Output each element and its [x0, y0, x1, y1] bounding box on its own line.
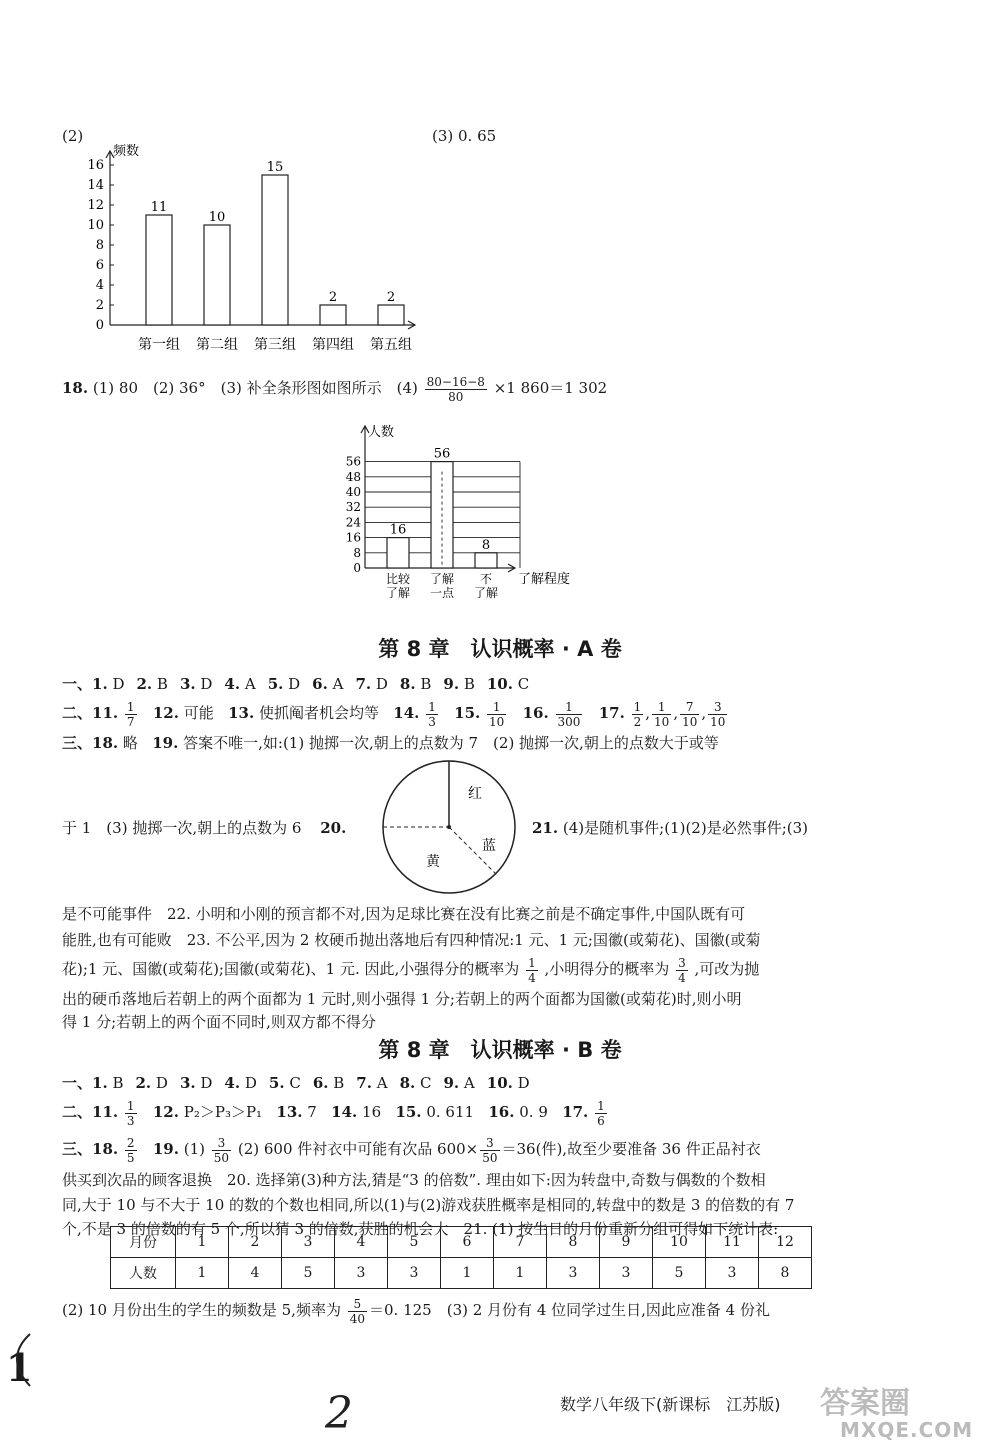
fraction-denominator: 10	[682, 714, 698, 729]
row-label-month: 月份	[111, 1227, 176, 1258]
y-axis-label: 人数	[368, 425, 395, 440]
chB-para-line3: 个,不是 3 的倍数的有 5 个,所以猜 3 的倍数,获胜的机会大 21. (1) 按生日的月份重新分组可得如下统计表:	[62, 1220, 779, 1238]
table-cell-count: 1	[441, 1258, 494, 1289]
table-cell-month: 10	[653, 1227, 706, 1258]
chB-choice-item	[269, 1074, 301, 1092]
table-cell-month: 1	[176, 1227, 229, 1258]
chapter-b-title: 第 8 章 认识概率 · B 卷	[378, 1038, 622, 1062]
table-cell-month: 2	[229, 1227, 282, 1258]
table-cell-count: 5	[653, 1258, 706, 1289]
chB-choice-val: A	[371, 1074, 388, 1092]
chB-choice-val: D	[512, 1074, 530, 1092]
chA-choice-num: 8.	[399, 675, 416, 693]
q18-number: 18.	[62, 379, 89, 397]
chA-choice-num: 6.	[312, 675, 328, 693]
chB-choice-num: 9.	[443, 1074, 460, 1092]
q18-text-a: (1) 80 (2) 36° (3) 补全条形图如图所示 (4)	[92, 379, 418, 397]
chB-choice-val: C	[284, 1074, 301, 1092]
chB-choice-item	[356, 1074, 387, 1092]
chB-choice-item	[180, 1074, 212, 1092]
chB-last-line: (2) 10 月份出生的学生的频数是 5,频率为 $\frac{5}{40}$ ＝0. 125 (3) 2 月份有 4 位同学过生日,因此应准备 4 份礼	[62, 1296, 770, 1326]
chB-choice-val: B	[328, 1074, 345, 1092]
watermark-logo: 答案圈	[820, 1386, 910, 1421]
chA-choice-val: A	[327, 675, 344, 693]
chA-choice-num: 5.	[267, 675, 284, 693]
table-cell-count: 3	[706, 1258, 759, 1289]
chA-choice-item	[487, 675, 529, 693]
birthday-stat-table	[110, 1226, 812, 1289]
y-tick-label: 16	[87, 158, 104, 173]
bar	[475, 553, 497, 568]
table-cell-count: 8	[759, 1258, 812, 1289]
fraction-denominator: 10	[710, 714, 726, 729]
x-category-label-line2: 了解	[385, 586, 411, 600]
chB-choice-num: 4.	[224, 1074, 241, 1092]
table-cell-count: 5	[282, 1258, 335, 1289]
chB-choice-item	[400, 1074, 432, 1092]
chB-section-1: 一、1. B 2. D 3. D 4. D 5. C 6. B 7. A 8. C 9. A 10. D	[62, 1067, 542, 1099]
y-tick-label: 8	[353, 545, 361, 560]
table-cell-month: 12	[759, 1227, 812, 1258]
q18-answer-line	[62, 372, 607, 404]
chB-choice-num: 3.	[179, 1074, 196, 1092]
bar	[146, 215, 172, 325]
chA-choice-item	[224, 675, 255, 693]
chA-choice-item	[443, 675, 474, 693]
bar-value-label: 8	[481, 537, 491, 553]
chB-choice-num: 8.	[399, 1074, 416, 1092]
bar-value-label: 10	[208, 210, 226, 225]
chA-q11-fraction: $\frac{1}{7}$	[126, 699, 135, 729]
fraction-separator: ,	[645, 704, 651, 722]
chA-para-line2: 能胜,也有可能败 23. 不公平,因为 2 枚硬币抛出落地后有四种情况:1 元、1 元;国徽(或菊花)、国徽(或菊	[62, 931, 761, 949]
q18-text-b: ×1 860＝1 302	[493, 379, 608, 397]
chA-q17-fraction	[708, 700, 727, 729]
table-cell-count: 3	[547, 1258, 600, 1289]
chB-choice-item	[313, 1074, 344, 1092]
chA-q17-fraction	[680, 700, 699, 729]
chB-choice-val: D	[151, 1074, 168, 1092]
bar-value-label: 2	[386, 290, 396, 305]
fraction-numerator: 3	[708, 700, 727, 715]
spinner-diagram	[380, 758, 518, 896]
y-tick-label: 24	[345, 515, 361, 530]
chA-q17-fraction	[652, 700, 671, 729]
table-cell-month: 9	[600, 1227, 653, 1258]
spinner-label-yellow: 黄	[426, 854, 440, 870]
chA-choice-num: 1.	[92, 675, 108, 693]
y-tick-label: 40	[345, 485, 361, 499]
x-category-label: 第四组	[312, 337, 354, 353]
chA-choice-item	[355, 675, 387, 693]
chA-choice-num: 4.	[224, 675, 241, 693]
table-cell-month: 5	[388, 1227, 441, 1258]
chA-section-1: 一、1. D 2. B 3. D 4. A 5. D 6. A 7. D 8. B 9. B 10. C	[62, 668, 541, 700]
page-number-bracket	[0, 1330, 40, 1390]
table-cell-month: 7	[494, 1227, 547, 1258]
chB-choice-val: A	[459, 1074, 475, 1092]
chB-para-line1: 供买到次品的顾客退换 20. 选择第(3)种方法,猜是“3 的倍数”. 理由如下:因为转盘中,奇数与偶数的个数相	[62, 1171, 766, 1189]
fraction-separator: ,	[673, 704, 679, 722]
y-tick-label: 56	[345, 454, 361, 469]
bar	[378, 305, 404, 325]
fraction-numerator: 1	[633, 699, 642, 714]
table-cell-count: 3	[600, 1258, 653, 1289]
chB-choice-answers	[92, 1074, 542, 1092]
spinner-label-blue: 蓝	[482, 838, 496, 854]
bar	[204, 225, 230, 325]
chB-choice-num: 1.	[92, 1074, 108, 1092]
table-cell-month: 4	[335, 1227, 388, 1258]
chB-section-3-line1: 三、18. $\frac{2}{5}$ 19. (1) $\frac{3}{50}$ (2) 600 件衬衣中可能有次品 600× $\frac{3}{50}$ ＝36(件),故至少要准备 36 件正品衬衣	[62, 1135, 761, 1165]
chA-q17-fractions	[630, 699, 730, 729]
fraction-denominator: 2	[633, 714, 642, 729]
y-tick-label: 12	[87, 198, 104, 213]
chA-choice-item	[136, 675, 167, 693]
chB-choice-val: C	[415, 1074, 432, 1092]
chA-choice-val: B	[415, 675, 432, 693]
y-tick-label: 0	[95, 318, 104, 333]
chA-choice-val: D	[195, 675, 213, 693]
table-cell-count: 3	[388, 1258, 441, 1289]
chA-section-3-line1: 三、18. 略 19. 答案不唯一,如:(1) 抛掷一次,朝上的点数为 7 (2) 抛掷一次,朝上的点数大于或等	[62, 734, 719, 752]
y-tick-label: 16	[345, 530, 361, 545]
chA-choice-item	[400, 675, 431, 693]
chA-choice-num: 2.	[136, 675, 153, 693]
part-3-answer: (3) 0. 65	[432, 127, 497, 145]
fraction-separator: ,	[701, 704, 707, 722]
chB-choice-item	[92, 1074, 123, 1092]
x-category-label-line1: 了解	[429, 572, 455, 586]
chB-choice-val: D	[195, 1074, 213, 1092]
part-2-label: (2)	[62, 127, 84, 145]
chB-choice-num: 5.	[268, 1074, 285, 1092]
y-tick-label: 8	[95, 238, 104, 253]
y-tick-label: 48	[345, 469, 361, 484]
table-cell-month: 11	[706, 1227, 759, 1258]
book-title-footer: 数学八年级下(新课标 江苏版)	[560, 1395, 781, 1414]
chA-choice-item	[180, 675, 212, 693]
bar-value-label: 2	[328, 290, 338, 305]
chA-choice-num: 3.	[179, 675, 196, 693]
bar-value-label: 56	[433, 446, 451, 462]
chB-choice-item	[135, 1074, 167, 1092]
chB-choice-num: 10.	[486, 1074, 513, 1092]
chB-para-line2: 同,大于 10 与不大于 10 的数的个数也相同,所以(1)与(2)游戏获胜概率是相同的,转盘中的数是 3 的倍数的有 7	[62, 1196, 795, 1214]
chA-choice-num: 7.	[355, 675, 372, 693]
x-category-label: 第三组	[254, 337, 296, 353]
x-category-label-line2: 了解	[473, 586, 499, 600]
x-category-label-line1: 比较	[385, 572, 411, 586]
y-tick-label: 6	[95, 258, 104, 273]
chB-section-2: 二、11. $\frac{1}{3}$ 12. P₂＞P₃＞P₁ 13. 7 14. 16 15. 0. 611 16. 0. 9 17. $\frac{1}{6}$	[62, 1098, 605, 1128]
x-axis-label: 了解程度	[518, 572, 571, 587]
spinner-label-red: 红	[468, 786, 482, 802]
y-tick-label: 2	[95, 298, 104, 313]
chA-section-2: 二、11. $\frac{1}{7}$ 12. 可能 13. 使抓阄者机会均等 14. $\frac{1}{3}$ 15. $\frac{1}{10}$ 16. $\frac{1}{300}$ 17. $\frac{1}{2}$ , $\frac{1}{10}$ , $\frac{7}{10}$ , $\frac{3}{10}$	[62, 697, 729, 729]
chB-choice-val: D	[240, 1074, 257, 1092]
chB-choice-val: B	[107, 1074, 124, 1092]
chA-q17-fraction	[632, 700, 644, 729]
spinner-center	[447, 825, 451, 829]
chB-choice-item	[224, 1074, 256, 1092]
chB-choice-num: 2.	[135, 1074, 152, 1092]
x-category-label: 第五组	[370, 337, 412, 353]
y-tick-label: 0	[353, 561, 361, 575]
q18-fraction: $\frac{80-16-8}{80}$	[426, 374, 485, 404]
x-category-label-line1: 不	[479, 572, 493, 586]
row-label-count: 人数	[111, 1258, 176, 1289]
chA-choice-num: 9.	[443, 675, 460, 693]
chA-choice-val: C	[512, 675, 530, 693]
table-cell-month: 3	[282, 1227, 335, 1258]
chB-choice-item	[487, 1074, 530, 1092]
bar-value-label: 15	[266, 160, 284, 175]
chA-choice-item	[312, 675, 343, 693]
chA-para-line1: 是不可能事件 22. 小明和小刚的预言都不对,因为足球比赛在没有比赛之前是不确定事件,中国队既有可	[62, 905, 746, 923]
chA-choice-item	[268, 675, 300, 693]
table-cell-count: 1	[176, 1258, 229, 1289]
page-number: 1	[6, 1345, 33, 1390]
chA-choice-val: B	[459, 675, 475, 693]
table-cell-month: 8	[547, 1227, 600, 1258]
y-tick-label: 4	[95, 278, 104, 293]
bar-value-label: 11	[150, 200, 168, 215]
x-category-label: 第一组	[138, 337, 180, 353]
frequency-bar-chart	[70, 135, 430, 360]
awareness-bar-chart	[320, 418, 620, 608]
bar	[387, 538, 409, 568]
chapter-a-title: 第 8 章 认识概率 · A 卷	[378, 637, 622, 661]
chA-para-line3: 花);1 元、国徽(或菊花);国徽(或菊花)、1 元. 因此,小强得分的概率为 $\frac{1}{4}$ ,小明得分的概率为 $\frac{3}{4}$ ,可改为抛	[62, 955, 760, 985]
fraction-numerator: 7	[680, 700, 699, 715]
y-axis-label: 频数	[113, 144, 140, 159]
chB-choice-num: 6.	[312, 1074, 329, 1092]
chA-choice-answers	[92, 675, 541, 693]
y-tick-label: 10	[87, 218, 104, 233]
chB-choice-num: 7.	[356, 1074, 372, 1092]
chA-choice-val: B	[152, 675, 168, 693]
table-cell-count: 4	[229, 1258, 282, 1289]
x-category-label-line2: 一点	[429, 586, 455, 600]
chA-para-line5: 得 1 分;若朝上的两个面不同时,则双方都不得分	[62, 1013, 376, 1031]
chA-choice-val: D	[371, 675, 388, 693]
chA-choice-val: D	[283, 675, 301, 693]
y-tick-label: 14	[87, 178, 104, 193]
bar	[320, 305, 346, 325]
table-cell-month: 6	[441, 1227, 494, 1258]
chA-q21-line1: 21. (4)是随机事件;(1)(2)是必然事件;(3)	[532, 819, 808, 837]
handwritten-mark: 2	[325, 1388, 353, 1439]
table-row-count	[111, 1258, 812, 1289]
table-cell-count: 3	[335, 1258, 388, 1289]
fraction-numerator: 1	[652, 700, 671, 715]
chA-choice-num: 10.	[486, 675, 513, 693]
chA-para-line4: 出的硬币落地后若朝上的两个面都为 1 元时,则小强得 1 分;若朝上的两个面都为国徽(或菊花)时,则小明	[62, 990, 742, 1008]
chB-choice-item	[443, 1074, 474, 1092]
y-tick-label: 32	[345, 500, 361, 515]
watermark-url: MXQE.COM	[840, 1418, 974, 1442]
chA-section-3-line2: 于 1 (3) 抛掷一次,朝上的点数为 6 20.	[62, 819, 347, 837]
bar-value-label: 16	[389, 522, 407, 538]
x-category-label: 第二组	[196, 337, 238, 353]
table-cell-count: 1	[494, 1258, 547, 1289]
chA-choice-val: D	[107, 675, 125, 693]
chA-choice-item	[92, 675, 124, 693]
chA-choice-val: A	[240, 675, 256, 693]
fraction-denominator: 10	[654, 714, 670, 729]
bar	[262, 175, 288, 325]
table-row-month	[111, 1227, 812, 1258]
